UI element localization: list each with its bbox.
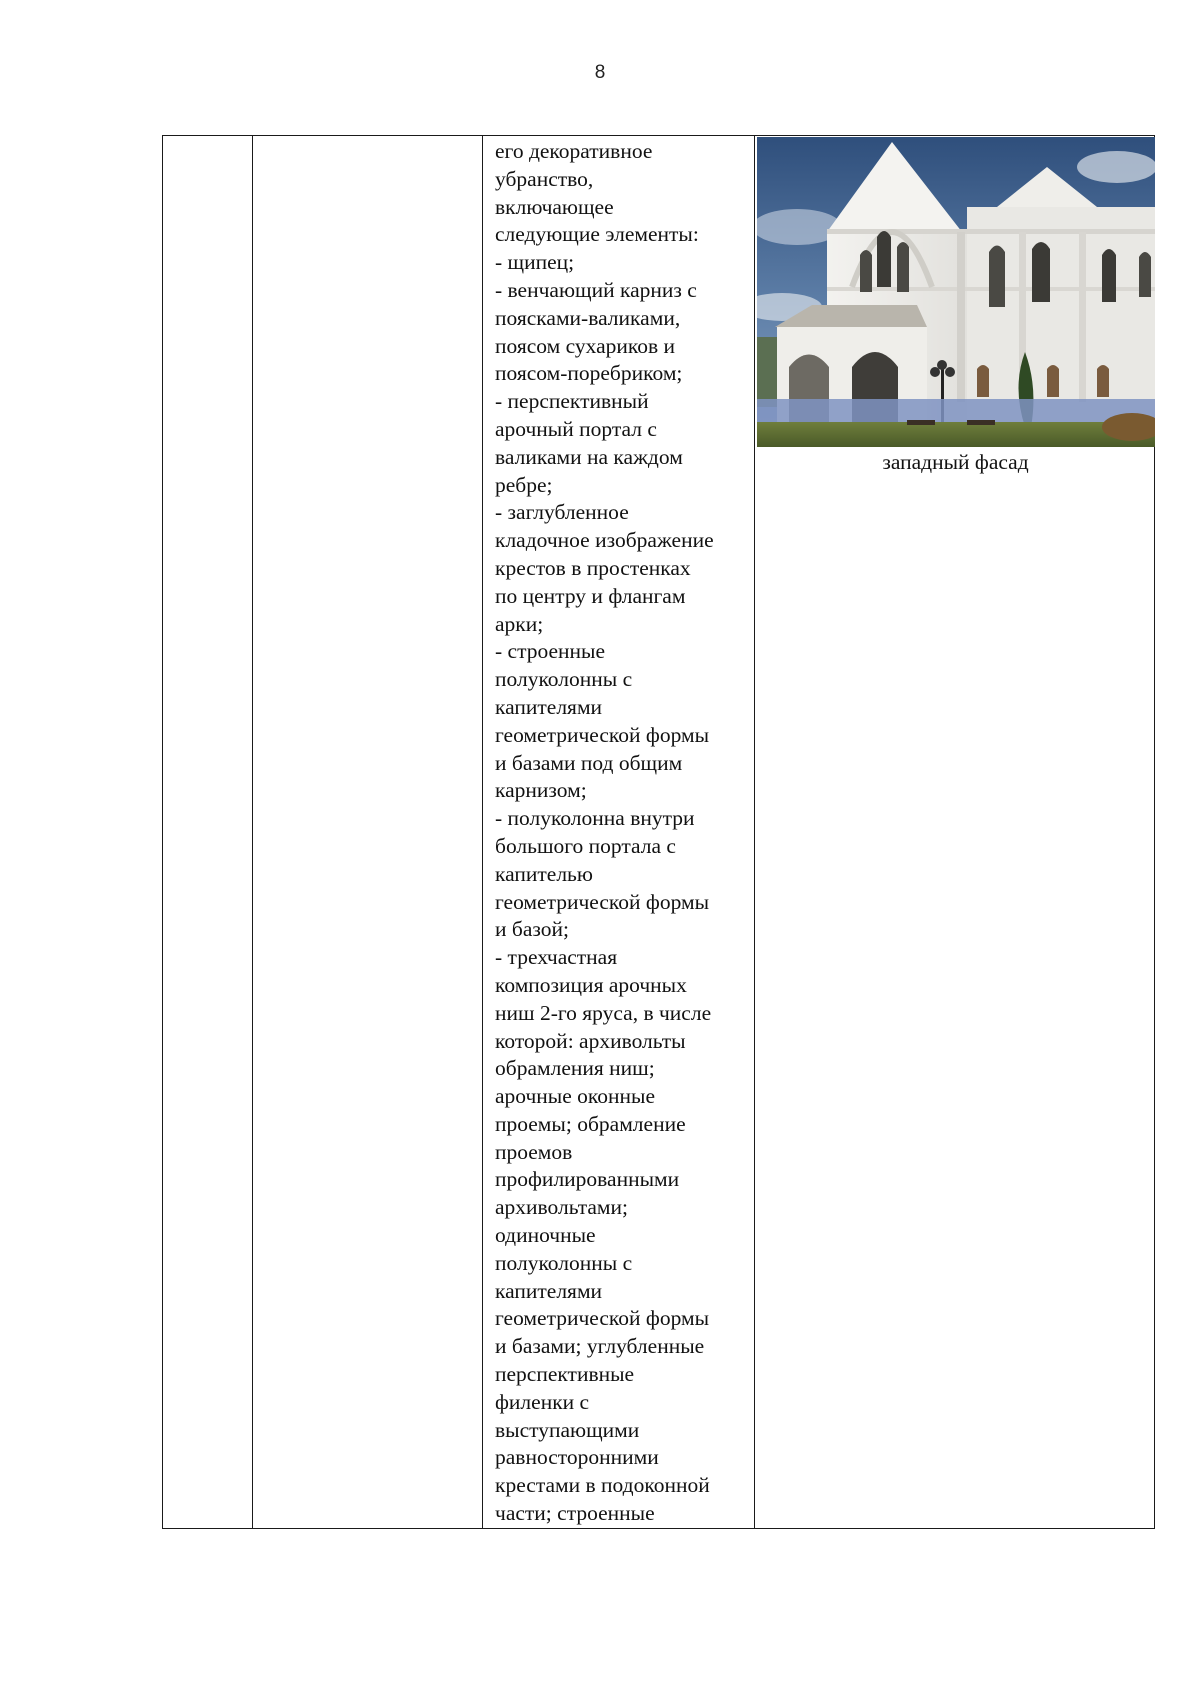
table-cell-photo [755,136,1155,1529]
church-facade-photo [757,137,1155,447]
description-text: его декоративное убранство, включающее следующие элементы: - щипец; - венчающий карниз с поясками-валиками, поясом сухариков и поясом-поребриком; - перспективный арочный портал с валиками на каждом ребре; - заглубленное кладочное изображение крестов в простенках по центру и флангам арки; - строенные полуколонны с капителями геометрической формы и базами под общим карнизом; - полуколонна внутри большого портала с капителью геометрической формы и базой; - трехчастная композиция арочных ниш 2-го яруса, в числе которой: архивольты обрамления ниш; арочные оконные проемы; обрамление проемов профилированными архивольтами; одиночные полуколонны с капителями геометрической формы и базами; углубленные перспективные филенки с выступающими равносторонними крестами в подоконной части; строенные [495,139,714,1526]
table-row [163,136,1155,1529]
page-number: 8 [594,62,606,83]
table-cell-number [163,136,253,1529]
table-cell-name [253,136,483,1529]
photo-caption: западный фасад [882,450,1029,474]
photo-container [755,136,1154,476]
heritage-table [162,135,1155,1529]
table-cell-description [483,136,755,1529]
